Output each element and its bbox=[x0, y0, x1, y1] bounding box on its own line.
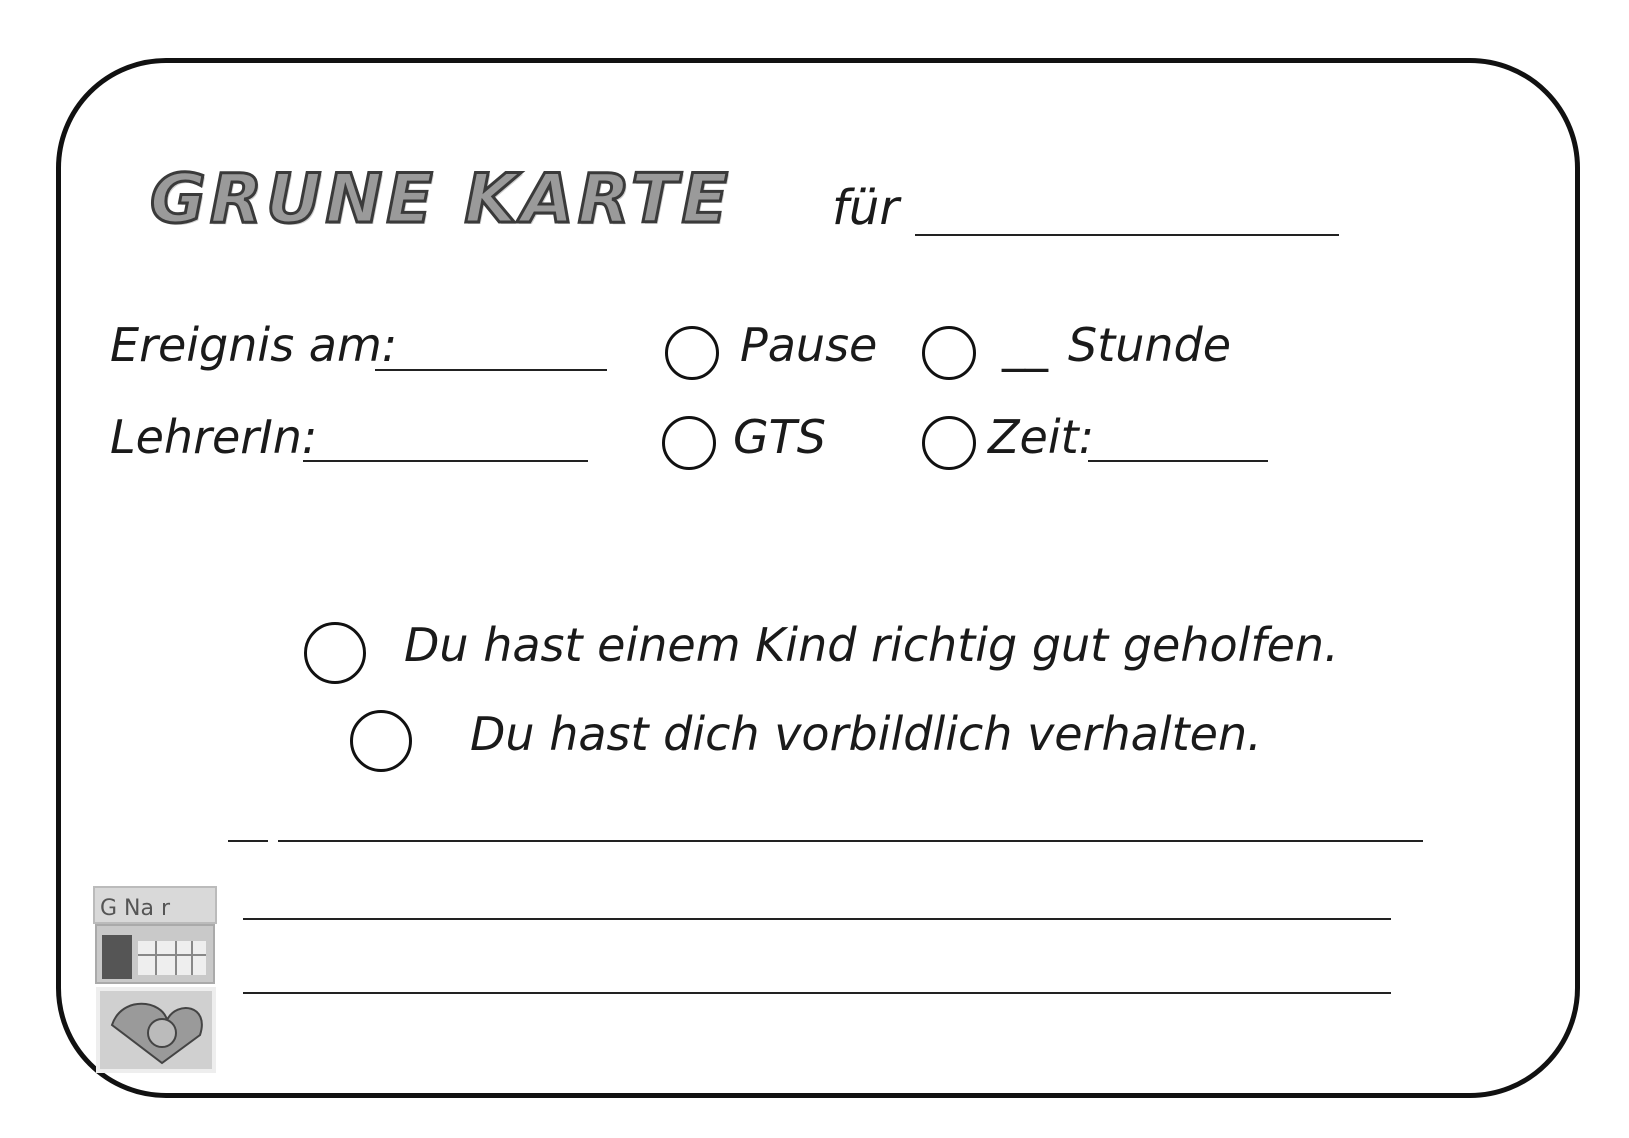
other-reason-line-1[interactable] bbox=[278, 840, 1423, 842]
other-reason-checkbox-blank[interactable] bbox=[228, 840, 268, 842]
gts-radio[interactable] bbox=[662, 416, 716, 470]
lesson-label: Stunde bbox=[1068, 318, 1232, 372]
teacher-field[interactable] bbox=[303, 460, 588, 462]
for-label: für bbox=[832, 180, 900, 236]
pause-radio[interactable] bbox=[665, 326, 719, 380]
time-label: Zeit: bbox=[988, 410, 1095, 464]
exemplary-behavior-label: Du hast dich vorbildlich verhalten. bbox=[470, 707, 1262, 761]
lesson-radio[interactable] bbox=[922, 326, 976, 380]
logo-text: G Na r bbox=[100, 896, 171, 921]
time-radio[interactable] bbox=[922, 416, 976, 470]
other-reason-line-3[interactable] bbox=[243, 992, 1391, 994]
card-title: GRUNE KARTE bbox=[150, 160, 732, 239]
school-logo-icon bbox=[92, 885, 222, 1075]
event-date-field[interactable] bbox=[375, 369, 607, 371]
other-reason-line-2[interactable] bbox=[243, 918, 1391, 920]
time-field[interactable] bbox=[1088, 460, 1268, 462]
exemplary-behavior-radio[interactable] bbox=[350, 710, 412, 772]
gts-label: GTS bbox=[733, 410, 826, 464]
helped-child-label: Du hast einem Kind richtig gut geholfen. bbox=[404, 618, 1339, 672]
teacher-label: LehrerIn: bbox=[110, 410, 318, 464]
event-date-label: Ereignis am: bbox=[110, 318, 398, 372]
lesson-number-blank[interactable]: __ bbox=[1002, 318, 1048, 372]
helped-child-radio[interactable] bbox=[304, 622, 366, 684]
recipient-name-field[interactable] bbox=[915, 234, 1339, 236]
pause-label: Pause bbox=[740, 318, 878, 372]
